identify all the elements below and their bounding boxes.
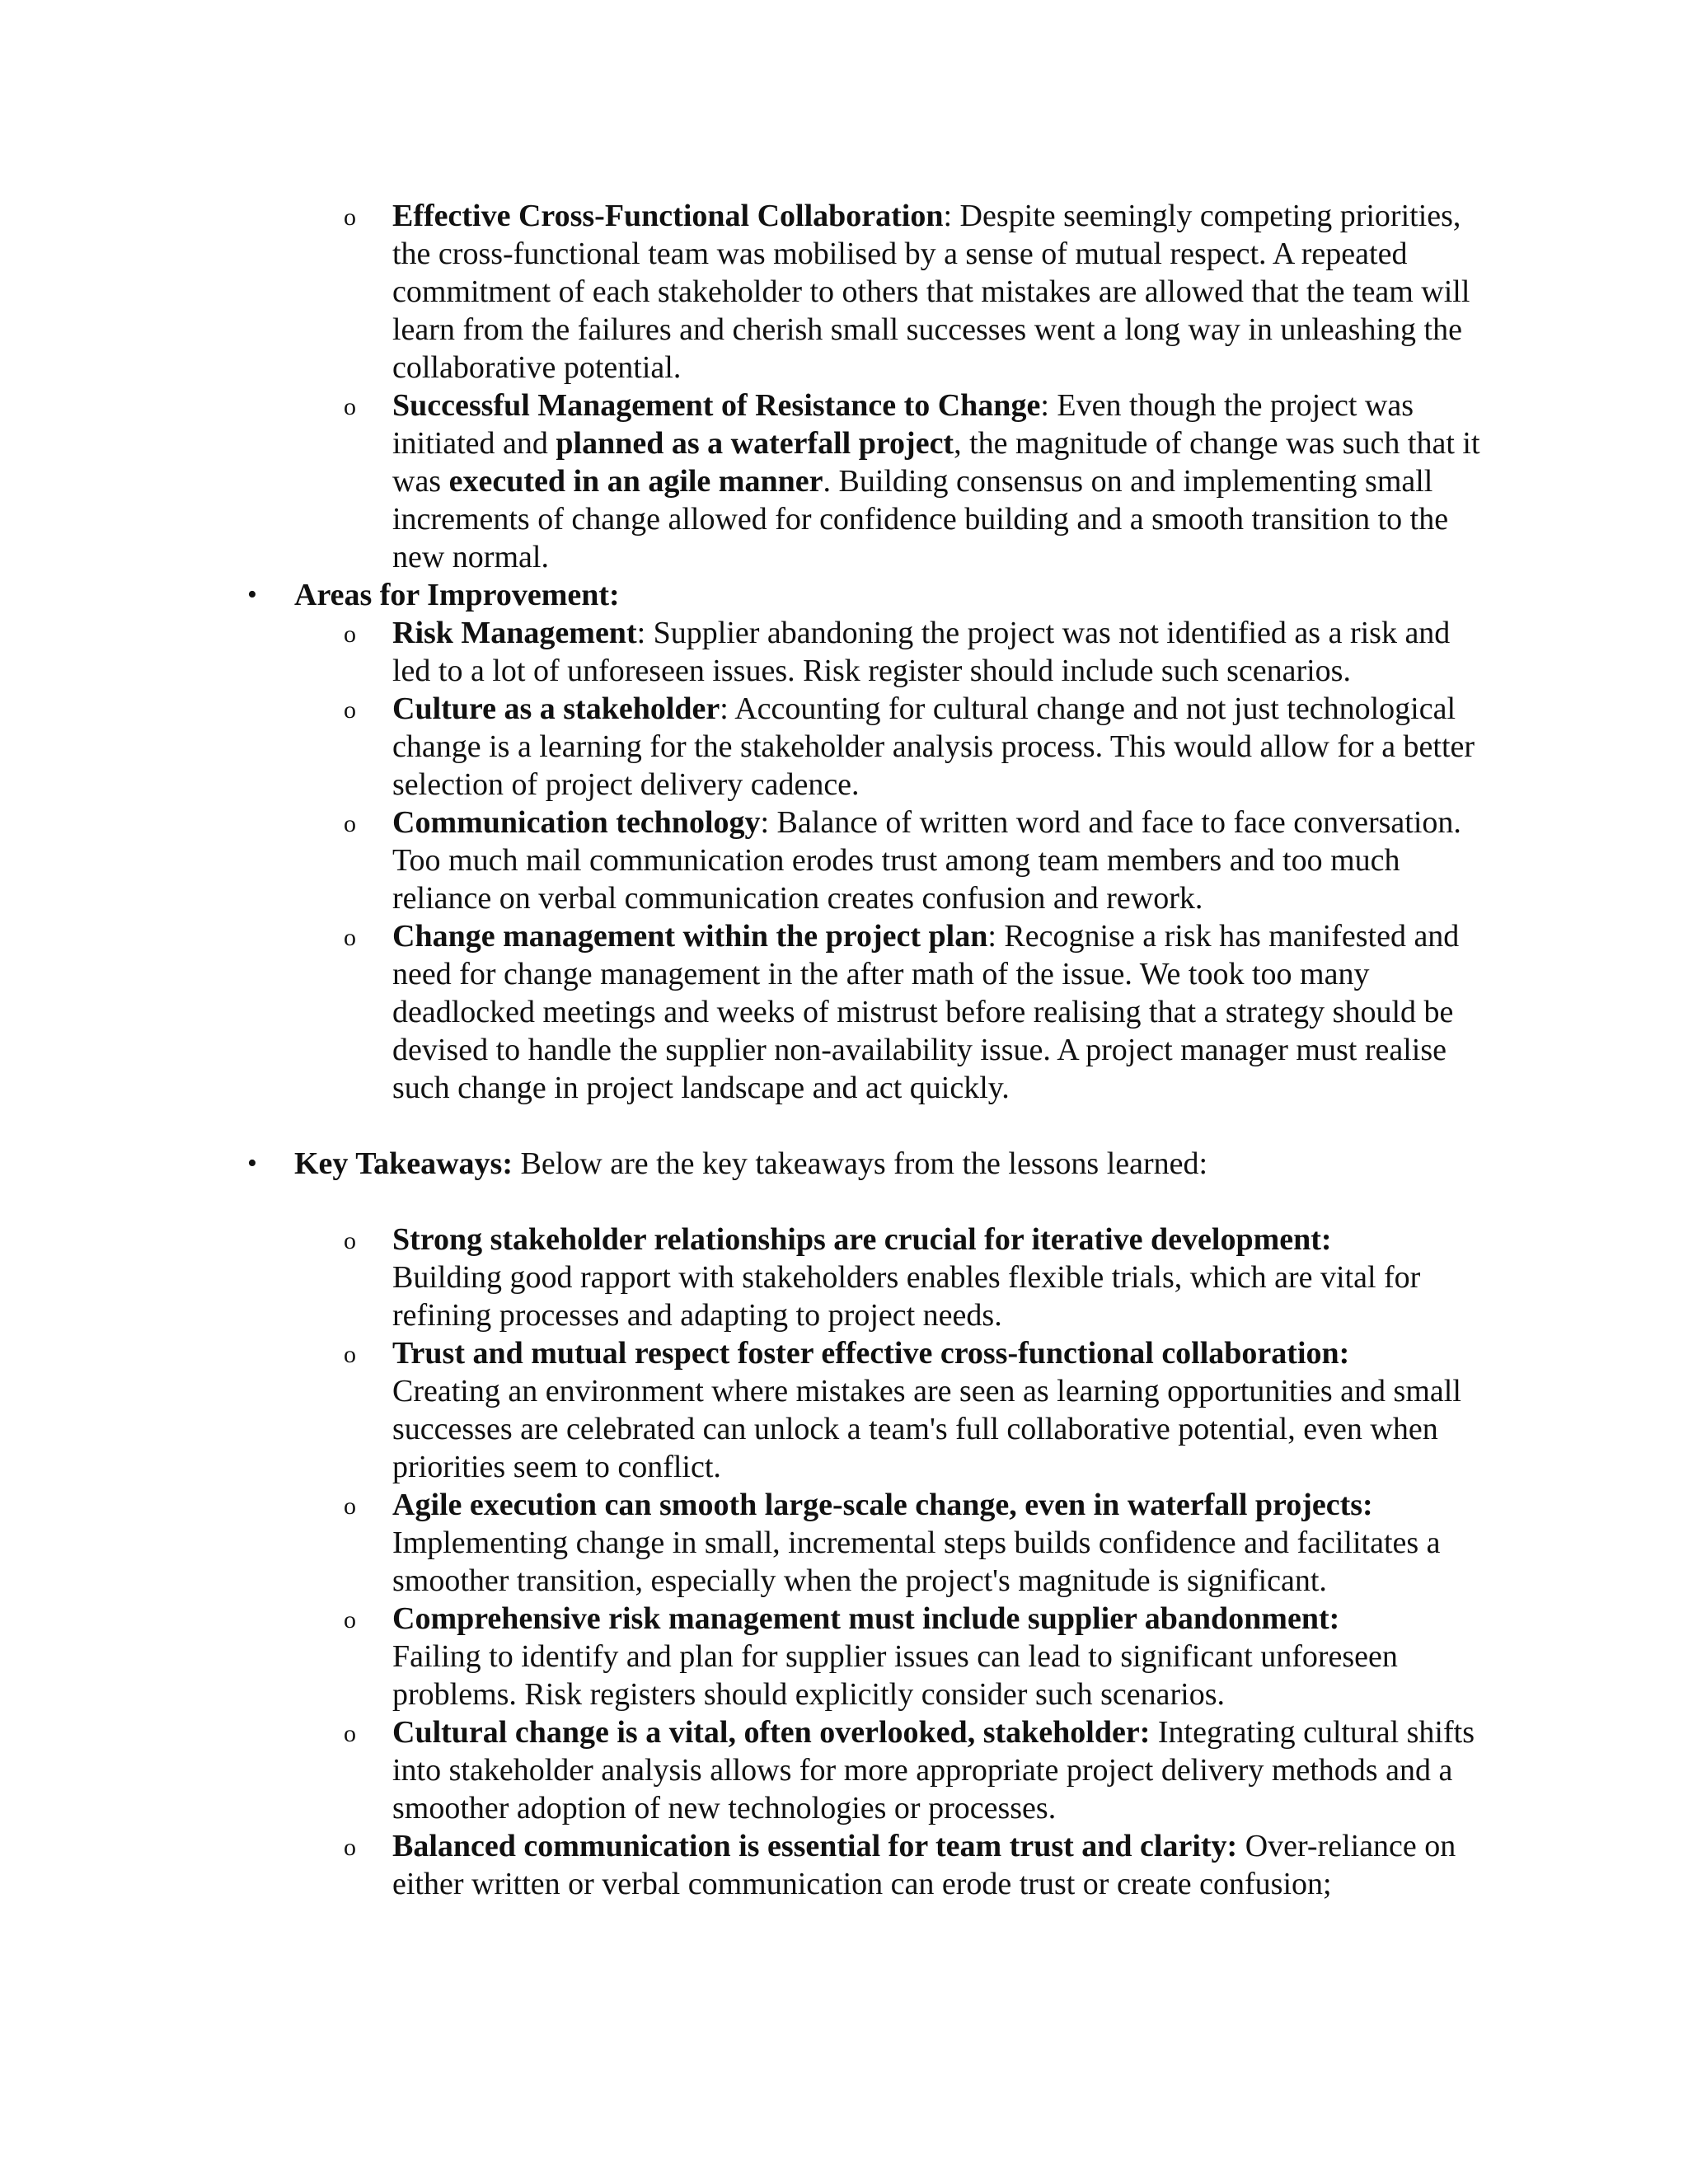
list-item	[344, 690, 1489, 804]
item-title: Effective Cross-Functional Collaboration	[392, 199, 944, 233]
item-text: Over-reliance on either written or verbal communication can erode trust or create confusion;	[392, 1829, 1456, 1901]
bullet-item-takeaways	[247, 1145, 1473, 1183]
item-text: : Supplier abandoning the project was not identified as a risk and led to a lot of unforeseen issues. Risk register should include such scenarios.	[392, 616, 1451, 688]
sub-bullet-marker: o	[344, 1227, 356, 1254]
sub-bullet-marker: o	[344, 1341, 356, 1368]
list-item	[344, 1221, 1489, 1334]
bullet-item-areas	[247, 576, 1473, 614]
item-title: Comprehensive risk management must include supplier abandonment:	[392, 1601, 1340, 1636]
list-item	[344, 387, 1489, 576]
item-emphasis: executed in an agile manner	[448, 464, 823, 499]
section-heading: Key Takeaways:	[294, 1146, 513, 1181]
sub-bullet-marker: o	[344, 1834, 356, 1861]
sub-bullet-marker: o	[344, 204, 356, 231]
sub-bullet-marker: o	[344, 810, 356, 837]
item-text: : Balance of written word and face to face conversation. Too much mail communication erodes trust among team members and too much reliance on verbal communication creates confusion and rework.	[392, 805, 1461, 916]
item-title: Successful Management of Resistance to Change	[392, 388, 1041, 423]
section-intro: Below are the key takeaways from the lessons learned:	[512, 1146, 1208, 1181]
item-text: Building good rapport with stakeholders enables flexible trials, which are vital for refining processes and adapting to project needs.	[392, 1260, 1421, 1333]
item-title: Trust and mutual respect foster effective cross-functional collaboration:	[392, 1336, 1350, 1371]
item-text: , the magnitude of change was such that it was	[392, 426, 1480, 499]
item-title: Strong stakeholder relationships are crucial for iterative development:	[392, 1222, 1332, 1257]
item-title: Cultural change is a vital, often overlooked, stakeholder:	[392, 1715, 1151, 1750]
list-item	[344, 614, 1489, 690]
sub-bullet-marker: o	[344, 1720, 356, 1747]
bullet-marker: •	[247, 1148, 257, 1179]
list-item	[344, 917, 1489, 1107]
item-text: Implementing change in small, incremental steps builds confidence and facilitates a smoother transition, especially when the project's magnitude is significant.	[392, 1526, 1441, 1598]
list-item	[344, 1334, 1489, 1486]
item-title: Culture as a stakeholder	[392, 691, 720, 726]
item-text: Creating an environment where mistakes are seen as learning opportunities and small successes are celebrated can unlock a team's full collaborative potential, even when priorities seem to conflict.	[392, 1374, 1461, 1484]
item-text: : Despite seemingly competing priorities, the cross-functional team was mobilised by a sense of mutual respect. A repeated commitment of each stakeholder to others that mistakes are allowed that the team will learn from the failures and cherish small successes went a long way in unleashing the collaborative potential.	[392, 199, 1470, 385]
list-item	[344, 1713, 1489, 1827]
item-title: Risk Management	[392, 616, 637, 650]
bullet-marker: •	[247, 579, 257, 610]
item-text: : Even though the project was initiated and	[392, 388, 1414, 461]
item-title: Communication technology	[392, 805, 761, 840]
item-title: Change management within the project plan	[392, 919, 988, 954]
item-text: : Recognise a risk has manifested and need for change management in the after math of the issue. We took too many deadlocked meetings and weeks of mistrust before realising that a strategy should be devised to handle the supplier non-availability issue. A project manager must realise such change in project landscape and act quickly.	[392, 919, 1460, 1105]
item-text: Failing to identify and plan for supplier issues can lead to significant unforeseen problems. Risk registers should explicitly consider such scenarios.	[392, 1639, 1398, 1712]
sub-bullet-marker: o	[344, 1606, 356, 1633]
item-title: Balanced communication is essential for team trust and clarity:	[392, 1829, 1238, 1863]
list-item	[344, 197, 1489, 387]
item-text: Integrating cultural shifts into stakeholder analysis allows for more appropriate project delivery methods and a smoother adoption of new technologies or processes.	[392, 1715, 1475, 1825]
section-heading: Areas for Improvement:	[294, 578, 620, 612]
list-item	[344, 1600, 1489, 1713]
item-text: . Building consensus on and implementing small increments of change allowed for confidence building and a smooth transition to the new normal.	[392, 464, 1449, 574]
sub-bullet-marker: o	[344, 696, 356, 724]
item-text: : Accounting for cultural change and not just technological change is a learning for the stakeholder analysis process. This would allow for a better selection of project delivery cadence.	[392, 691, 1475, 802]
sub-bullet-marker: o	[344, 393, 356, 420]
item-emphasis: planned as a waterfall project	[556, 426, 954, 461]
sub-bullet-marker: o	[344, 924, 356, 951]
list-item	[344, 1486, 1489, 1600]
list-item	[344, 1827, 1489, 1903]
sub-bullet-marker: o	[344, 621, 356, 648]
list-item	[344, 804, 1489, 917]
sub-bullet-marker: o	[344, 1493, 356, 1520]
item-title: Agile execution can smooth large-scale change, even in waterfall projects:	[392, 1488, 1373, 1522]
